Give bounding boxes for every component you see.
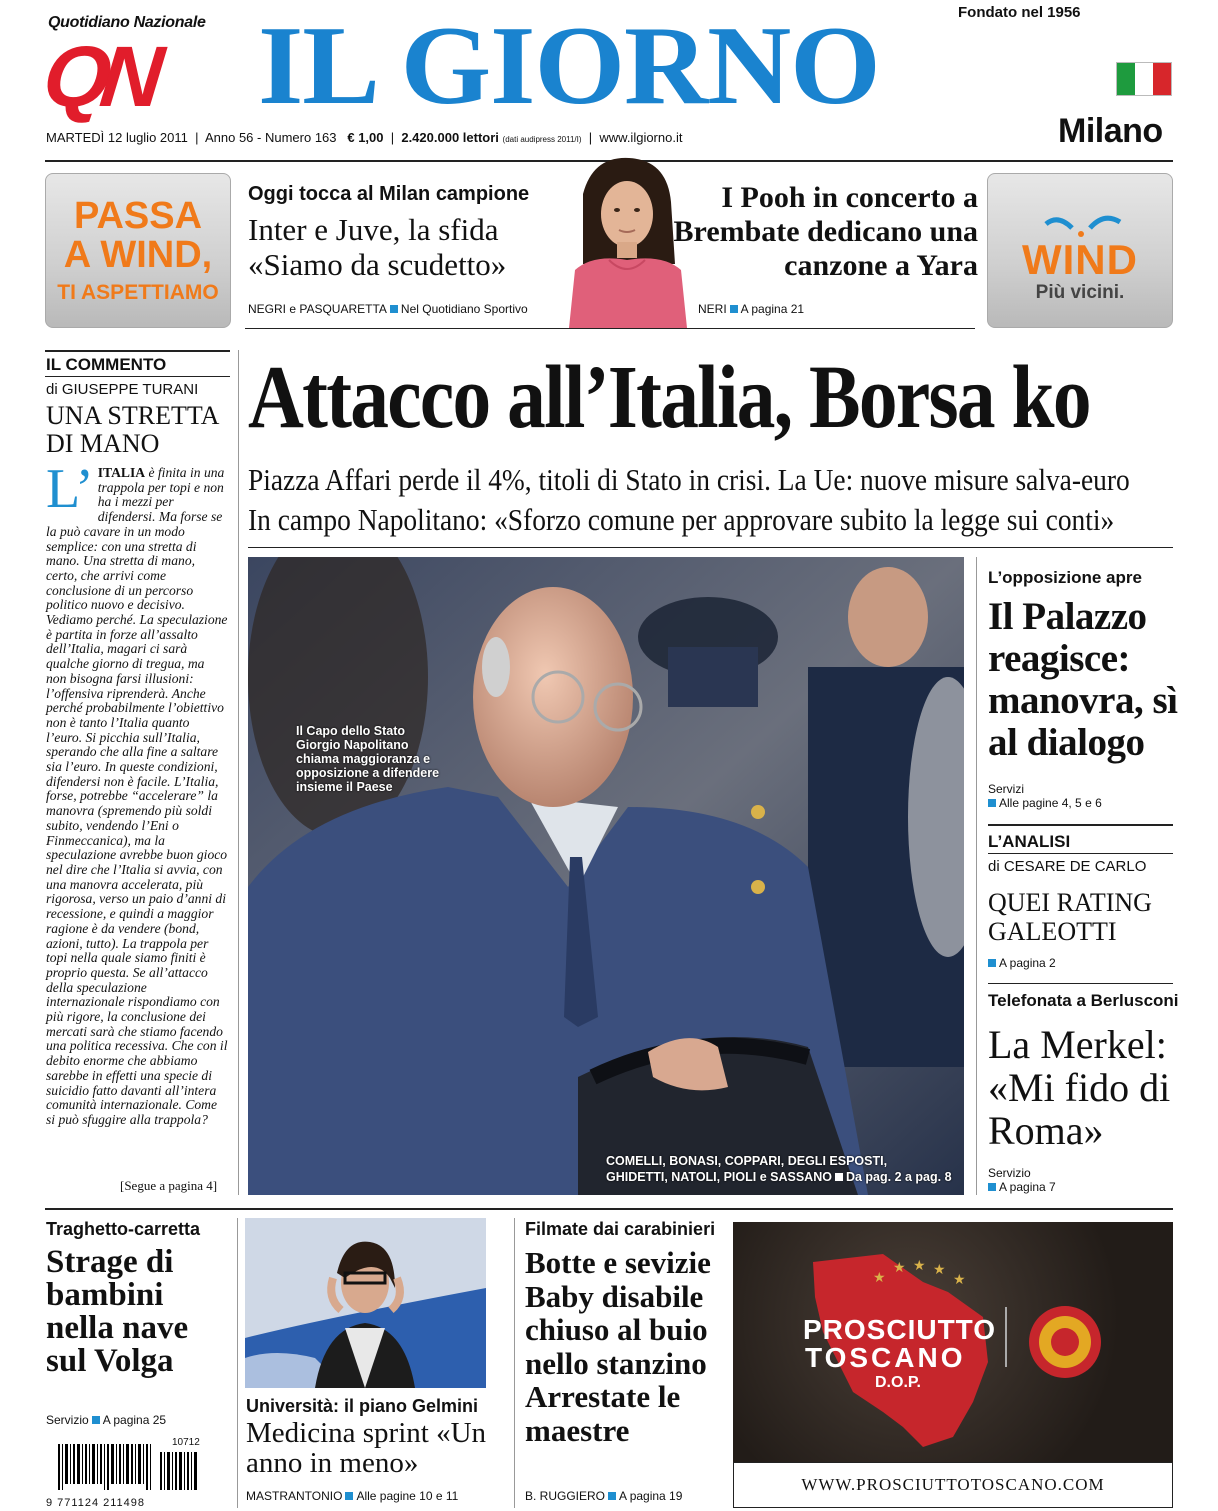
blue-square-icon xyxy=(92,1416,100,1424)
carabinieri-headline[interactable]: Botte e sevizie Baby disabile chiuso al buio nello stanzino Arrestate le maestre xyxy=(525,1245,711,1448)
palazzo-headline[interactable]: Il Palazzo reagisce: manovra, sì al dialogo xyxy=(988,595,1178,764)
wind-ad-line-2: A WIND, xyxy=(63,234,213,277)
palazzo-ref: Alle pagine 4, 5 e 6 xyxy=(999,796,1102,810)
palazzo-label: Servizi xyxy=(988,782,1025,796)
palazzo-kicker: L’opposizione apre xyxy=(988,568,1142,587)
commento-title[interactable]: UNA STRETTA DI MANO xyxy=(46,401,218,458)
merkel-credit xyxy=(988,1166,1056,1194)
commento-top-rule xyxy=(45,350,230,352)
flag-red-band xyxy=(1153,63,1171,95)
commento-byline: di GIUSEPPE TURANI xyxy=(46,381,199,398)
analisi-kicker: L’ANALISI xyxy=(988,832,1071,851)
volga-credit xyxy=(46,1413,166,1427)
wind-ad-line-3: TI ASPETTIAMO xyxy=(57,281,219,305)
website-link[interactable]: www.ilgiorno.it xyxy=(599,130,683,145)
blue-square-icon xyxy=(835,1173,843,1181)
issue-price: € 1,00 xyxy=(347,130,384,145)
photo-credit-ref: Da pag. 2 a pag. 8 xyxy=(845,1169,952,1184)
masthead-title: IL GIORNO xyxy=(258,4,880,128)
milan-kicker: Oggi tocca al Milan campione xyxy=(248,183,530,205)
blue-square-icon xyxy=(988,799,996,807)
founded-note: Fondato nel 1956 xyxy=(958,4,1081,21)
teasers-bottom-rule xyxy=(245,328,975,329)
svg-text:★: ★ xyxy=(913,1257,926,1273)
issue-date: MARTEDÌ 12 luglio 2011 xyxy=(46,130,188,145)
volga-ref: A pagina 25 xyxy=(102,1413,167,1427)
gelmini-photo xyxy=(245,1218,486,1388)
flag-green-band xyxy=(1117,63,1135,95)
gelmini-ref: Alle pagine 10 e 11 xyxy=(356,1489,459,1503)
analisi-kicker-rule xyxy=(988,853,1173,854)
volga-kicker: Traghetto-carretta xyxy=(46,1219,201,1239)
gelmini-headline[interactable]: Medicina sprint «Un anno in meno» xyxy=(246,1417,487,1479)
merkel-headline[interactable]: La Merkel: «Mi fido di Roma» xyxy=(988,1022,1171,1153)
photo-credit-line-2: GHIDETTI, NATOLI, PIOLI e SASSANO xyxy=(606,1169,832,1184)
palazzo-credit xyxy=(988,782,1102,810)
bottom-section-rule xyxy=(45,1208,1173,1210)
readers-note: (dati audipress 2011/I) xyxy=(502,135,582,144)
issue-number: Anno 56 - Numero 163 xyxy=(204,130,337,145)
photo-credit-line-1: COMELLI, BONASI, COPPARI, DEGLI ESPOSTI, xyxy=(606,1154,888,1168)
italian-flag-icon xyxy=(1116,62,1172,96)
commento-lead-word: ITALIA xyxy=(97,465,146,480)
prosciutto-line-1: PROSCIUTTO xyxy=(803,1314,997,1345)
commento-continued-link[interactable]: [Segue a pagina 4] xyxy=(120,1178,218,1193)
svg-text:★: ★ xyxy=(893,1259,906,1275)
analisi-top-rule xyxy=(988,824,1173,826)
merkel-top-rule xyxy=(988,983,1173,984)
flag-white-band xyxy=(1135,63,1153,95)
pooh-ref: A pagina 21 xyxy=(740,302,805,316)
pooh-author: NERI xyxy=(698,302,727,316)
wind-brand: WIND xyxy=(1022,236,1138,283)
wind-slogan: Più vicini. xyxy=(1035,282,1125,303)
analisi-ref: A pagina 2 xyxy=(999,956,1056,970)
edition-city: Milano xyxy=(1058,112,1163,150)
merkel-kicker: Telefonata a Berlusconi xyxy=(988,991,1179,1010)
merkel-label: Servizio xyxy=(988,1166,1031,1180)
prosciutto-ad[interactable] xyxy=(733,1222,1173,1462)
milan-ref: Nel Quotidiano Sportivo xyxy=(400,302,528,316)
pooh-headline[interactable]: I Pooh in concerto a Brembate dedicano una canzone a Yara xyxy=(673,181,978,282)
commento-body xyxy=(46,458,228,1128)
main-subheadline-rule xyxy=(248,547,1173,548)
photo-caption: Il Capo dello Stato Giorgio Napolitano chiama maggioranza e opposizione a difendere insieme il Paese xyxy=(296,724,440,794)
left-column-divider xyxy=(238,350,239,1195)
prosciutto-dop: D.O.P. xyxy=(875,1374,921,1391)
svg-text:★: ★ xyxy=(953,1271,966,1287)
main-subheadline-1: Piazza Affari perde il 4%, titoli di Stato in crisi. La Ue: nuove misure salva-euro xyxy=(248,462,1130,497)
commento-kicker: IL COMMENTO xyxy=(46,355,167,374)
gelmini-kicker: Università: il piano Gelmini xyxy=(246,1396,479,1416)
analisi-byline: di CESARE DE CARLO xyxy=(988,858,1147,875)
barcode-number: 9 771124 211498 xyxy=(46,1497,146,1509)
blue-square-icon xyxy=(390,305,398,313)
blue-square-icon xyxy=(988,959,996,967)
carabinieri-author: B. RUGGIERO xyxy=(525,1489,606,1503)
commento-text: è finita in una trappola per topi e non ha i mezzi per difendersi. Ma forse se la può cavare in un modo semplice: con una stretta di mano. Una stretta di mano, certo, che arrivi come conclusione di un percorso politico nuovo e decisivo. Vediamo perché. La speculazione è partita in forze all’assalto dell’Italia, magari ci sarà qualche giorno di tregua, ma non bisogna farsi illusioni: l’offensiva riprenderà. Anche perché probabilmente l’obiettivo non è tanto l’Italia quanto l’euro. Si picchia sull’Italia, sperando che alla fine a saltare sia l’euro. In queste condizioni, difendersi non è facile. L’Italia, forse, potrebbe “accelerare” la manovra (spremendo più soldi subito, vendendo l’Eni o Finmeccanica), ma la speculazione avrebbe buon gioco nel dire che l’Italia si avvia, con una manovra accelerata, più rigorosa, verso un paio d’anni di recessione, e quindi a maggior ragione è da vendere (bond, azioni, tutto). La trappola per topi nella quale siamo finiti è proprio questa. Se all’attacco della speculazione internazionale rispondiamo con più rigore, la conclusione dei mercati sarà che stiamo facendo una politica recessiva. Che con il debito enorme che abbiamo sarebbe in effetti una specie di suicidio fatto davanti all’intera comunità internazionale. Come si può sfuggire alla trappola? xyxy=(46,465,228,1127)
wind-ad-left[interactable] xyxy=(45,173,231,328)
blue-square-icon xyxy=(730,305,738,313)
commento-kicker-rule xyxy=(45,376,230,377)
barcode-addon: 10712 xyxy=(172,1437,200,1448)
analisi-title[interactable] xyxy=(988,888,1158,946)
commento-dropcap: L’ xyxy=(46,458,94,520)
gelmini-author: MASTRANTONIO xyxy=(246,1489,343,1503)
right-column-divider xyxy=(976,557,977,1195)
milan-credit xyxy=(248,302,528,316)
main-subheadline-2: In campo Napolitano: «Sforzo comune per approvare subito la legge sui conti» xyxy=(248,502,1115,537)
gelmini-credit xyxy=(246,1489,458,1503)
prosciutto-url-link[interactable]: WWW.PROSCIUTTOTOSCANO.COM xyxy=(733,1462,1173,1508)
svg-text:★: ★ xyxy=(933,1261,946,1277)
carabinieri-kicker: Filmate dai carabinieri xyxy=(525,1219,716,1239)
carabinieri-ref: A pagina 19 xyxy=(619,1489,683,1503)
volga-headline[interactable]: Strage di bambini nella nave sul Volga xyxy=(46,1244,189,1379)
main-headline[interactable]: Attacco all’Italia, Borsa ko xyxy=(248,348,1090,447)
blue-square-icon xyxy=(608,1492,616,1500)
milan-headline[interactable]: Inter e Juve, la sfida «Siamo da scudetto» xyxy=(248,212,507,282)
analisi-credit xyxy=(988,956,1056,970)
merkel-ref: A pagina 7 xyxy=(999,1180,1056,1194)
pooh-credit xyxy=(698,302,804,316)
blue-square-icon xyxy=(988,1183,996,1191)
svg-text:★: ★ xyxy=(873,1269,886,1285)
carabinieri-credit xyxy=(525,1489,682,1503)
volga-label: Servizio xyxy=(46,1413,89,1427)
bottom-divider-1 xyxy=(237,1218,238,1508)
barcode xyxy=(46,1438,206,1508)
readers-count: 2.420.000 lettori xyxy=(401,130,499,145)
prosciutto-line-2: TOSCANO xyxy=(805,1342,966,1373)
analisi-title-text: QUEI RATING GALEOTTI xyxy=(988,888,1152,946)
qn-logo: QN xyxy=(38,29,159,125)
milan-authors: NEGRI e PASQUARETTA xyxy=(248,302,387,316)
wind-ad-line-1: PASSA xyxy=(73,194,203,237)
bottom-divider-2 xyxy=(514,1218,515,1508)
napolitano-photo xyxy=(248,557,964,1195)
photo-credit xyxy=(606,1154,952,1185)
wind-ad-right[interactable] xyxy=(987,173,1173,328)
dateline: MARTEDÌ 12 luglio 2011 | Anno 56 - Numero 163 € 1,00 | 2.420.000 lettori (dati audipress 2011/I) | www.ilgiorno.it xyxy=(46,130,683,145)
qn-tagline: Quotidiano Nazionale xyxy=(48,14,206,31)
blue-square-icon xyxy=(345,1492,353,1500)
